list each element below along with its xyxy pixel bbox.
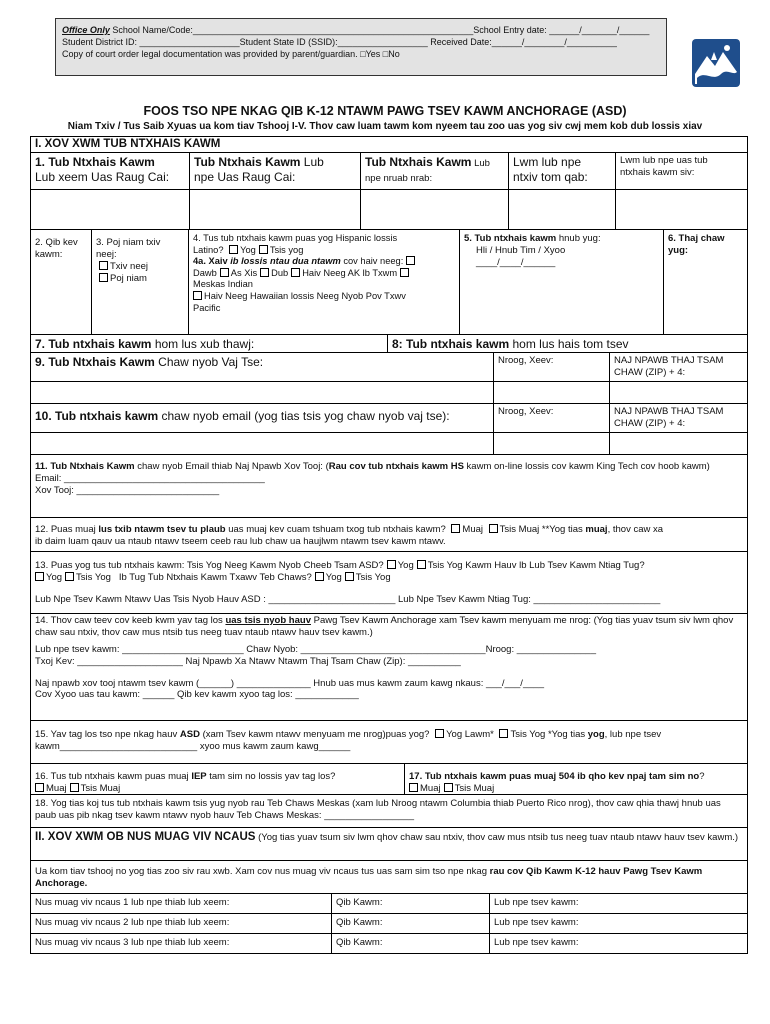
foreign-no-checkbox[interactable] bbox=[345, 572, 354, 581]
legal-last-name-field[interactable] bbox=[31, 190, 189, 229]
demographics-row bbox=[31, 229, 747, 334]
email-phone-row bbox=[31, 454, 747, 517]
foreign-yes-checkbox[interactable] bbox=[315, 572, 324, 581]
office-line-2: Student District ID: ____________________Student State ID (SSID):__________________ Received Date:______/________/__________ bbox=[62, 37, 617, 48]
sibling-name-field[interactable]: Nus muag viv ncaus 2 lub npe thiab lub xeem: bbox=[35, 917, 230, 928]
court-order-field: 12. Puas muaj lus txib ntawm tsev tu plaub uas muaj kev cuam tshuam txog tub ntxhais kawm? Muaj Tsis Muaj **Yog tias muaj, thov caw xa ib daim luam qauv ua ntaub ntawv tseem ceeb rau lub chaw ua haujlwm ntawm tsev kawm ntawv. bbox=[35, 524, 664, 547]
sibling-school-field[interactable]: Lub npe tsev kawm: bbox=[489, 934, 747, 953]
court-yes-checkbox[interactable] bbox=[451, 524, 460, 533]
enrollment-form bbox=[30, 136, 748, 954]
plan504-yes-checkbox[interactable] bbox=[409, 783, 418, 792]
grade-field[interactable]: 2. Qib kev kawm: bbox=[35, 237, 78, 260]
mailing-city-label: Nroog, Xeev: bbox=[493, 404, 609, 432]
office-line-1: Office Only School Name/Code:________________________________________________________School Entry date: ______/_______/______ bbox=[62, 25, 650, 35]
name-label-row bbox=[31, 152, 747, 189]
prior-asd-row bbox=[31, 720, 747, 763]
nonresident-row bbox=[31, 551, 747, 613]
sibling-row bbox=[31, 893, 747, 913]
district-logo-icon bbox=[691, 38, 741, 88]
sibling-grade-field[interactable]: Qib Kawm: bbox=[331, 934, 489, 953]
language-row bbox=[31, 334, 747, 352]
plan-504-field: 17. Tub ntxhais kawm puas muaj 504 ib qho kev npaj tam sim no? Muaj Tsis Muaj bbox=[404, 764, 747, 794]
us-entry-field[interactable]: 18. Yog tias koj tus tub ntxhais kawm tsis yug nyob rau Teb Chaws Meskas (xam lub Nroog ntawm Columbia thiab Puerto Rico nrog), thov caw qhia thawj hnub uas paub uas pib nkag tsev kawm ntawv nyob hauv Teb Chaws Meskas: _________________ bbox=[35, 798, 721, 821]
race-checkbox[interactable] bbox=[406, 256, 415, 265]
section-2-note: Ua kom tiav tshooj no yog tias zoo siv rau xwb. Xam cov nus muag viv ncaus tus uas sam sim tso npe nkag rau cov Qib Kawm K-12 hauv Pawg Tsev Kawm Anchorage. bbox=[31, 860, 747, 893]
legal-last-name-label: 1. Tub Ntxhais Kawm Lub xeem Uas Raug Cai: bbox=[35, 155, 170, 184]
private-no-checkbox[interactable] bbox=[65, 572, 74, 581]
section-2-header: II. XOV XWM OB NUS MUAG VIV NCAUS (Yog tias yuav tsum siv lwm qhov chaw sau ntxiv, thov caw mus ntsib tus neeg tuav ntaub ntawv hauv tsev kawm.) bbox=[31, 827, 747, 860]
middle-name-field[interactable] bbox=[360, 190, 508, 229]
sibling-name-field[interactable]: Nus muag viv ncaus 1 lub npe thiab lub xeem: bbox=[35, 897, 230, 908]
sibling-grade-field[interactable]: Qib Kawm: bbox=[331, 894, 489, 913]
nonresident-yes-checkbox[interactable] bbox=[387, 560, 396, 569]
page-subtitle: Niam Txiv / Tus Saib Xyuas ua kom tiav Tshooj I-V. Thov caw luam tawm kom nyeem tau zoo uas yog siv cwj mem kob dub lossis xiav bbox=[67, 121, 703, 132]
race-checkbox[interactable] bbox=[220, 268, 229, 277]
mailing-address-field[interactable] bbox=[31, 433, 493, 454]
race-checkbox[interactable] bbox=[400, 268, 409, 277]
race-checkbox[interactable] bbox=[193, 291, 202, 300]
race-checkbox[interactable] bbox=[291, 268, 300, 277]
gender-field: 3. Poj niam txiv neej: Txiv neej Poj niam bbox=[91, 230, 188, 334]
iep-no-checkbox[interactable] bbox=[70, 783, 79, 792]
name-input-row bbox=[31, 189, 747, 229]
mailing-city-field[interactable] bbox=[493, 433, 609, 454]
nonresident-no-checkbox[interactable] bbox=[417, 560, 426, 569]
mailing-zip-field[interactable] bbox=[609, 433, 747, 454]
court-order-row bbox=[31, 517, 747, 551]
suffix-field[interactable] bbox=[508, 190, 615, 229]
birthdate-field[interactable]: 5. Tub ntxhais kawm hnub yug: Hli / Hnub Tim / Xyoo ____/____/______ bbox=[459, 230, 663, 334]
office-only-label: Office Only bbox=[62, 25, 110, 35]
zip-label: NAJ NPAWB THAJ TSAM CHAW (ZIP) + 4: bbox=[609, 353, 747, 381]
sibling-grade-field[interactable]: Qib Kawm: bbox=[331, 914, 489, 933]
us-entry-row bbox=[31, 794, 747, 827]
middle-name-label: Tub Ntxhais Kawm Lub npe nruab nrab: bbox=[360, 153, 508, 189]
mailing-label-row bbox=[31, 403, 747, 432]
home-address-field[interactable] bbox=[31, 382, 493, 403]
race-checkbox[interactable] bbox=[260, 268, 269, 277]
hispanic-yes-checkbox[interactable] bbox=[229, 245, 238, 254]
office-use-box bbox=[55, 18, 667, 76]
court-no-checkbox[interactable] bbox=[489, 524, 498, 533]
section-1-header: I. XOV XWM TUB NTXHAIS KAWM bbox=[31, 137, 747, 152]
sibling-school-field[interactable]: Lub npe tsev kawm: bbox=[489, 914, 747, 933]
iep-yes-checkbox[interactable] bbox=[35, 783, 44, 792]
prior-asd-no-checkbox[interactable] bbox=[499, 729, 508, 738]
sibling-school-field[interactable]: Lub npe tsev kawm: bbox=[489, 894, 747, 913]
private-yes-checkbox[interactable] bbox=[35, 572, 44, 581]
prior-asd-field: 15. Yav tag los tso npe nkag hauv ASD (xam Tsev kawm ntawv menyuam me nrog)puas yog? Yog Lawm* Tsis Yog *Yog tias yog, lub npe tsev kawm__________________________ xyoo mus kawm zaum kawg______ bbox=[35, 729, 662, 752]
address-label-row bbox=[31, 352, 747, 381]
legal-first-name-label: Tub Ntxhais Kawm Lub npe Uas Raug Cai: bbox=[189, 153, 360, 189]
previous-school-row bbox=[31, 613, 747, 720]
alias-label: Lwm lub npe uas tub ntxhais kawm siv: bbox=[615, 153, 747, 189]
prior-asd-yes-checkbox[interactable] bbox=[435, 729, 444, 738]
iep-field: 16. Tus tub ntxhais kawm puas muaj IEP tam sim no lossis yav tag los? Muaj Tsis Muaj bbox=[35, 771, 336, 794]
zip-field[interactable] bbox=[609, 382, 747, 403]
mailing-zip-label: NAJ NPAWB THAJ TSAM CHAW (ZIP) + 4: bbox=[609, 404, 747, 432]
iep-504-row bbox=[31, 763, 747, 794]
nonresident-field: 13. Puas yog tus tub ntxhais kawm: Tsis Yog Neeg Kawm Nyob Cheeb Tsam ASD? Yog Tsis Yog Kawm Hauv lb Lub Tsev Kawm Ntiag Tug? Yog Tsis Yog Ib Tug Tub Ntxhais Kawm Txawv Teb Chaws? Yog Tsis Yog Lub Npe Tsev Kawm Ntawv Uas Tsis Nyob Hauv ASD : ________________________ Lub Npe Tsev Kawm Ntiag Tug: ________________________ bbox=[35, 560, 661, 605]
plan504-no-checkbox[interactable] bbox=[444, 783, 453, 792]
first-language-field[interactable]: 7. Tub ntxhais kawm hom lus xub thawj: bbox=[35, 337, 255, 351]
female-checkbox[interactable] bbox=[99, 273, 108, 282]
hispanic-no-checkbox[interactable] bbox=[259, 245, 268, 254]
sibling-row bbox=[31, 913, 747, 933]
office-line-3: Copy of court order legal documentation was provided by parent/guardian. □Yes □No bbox=[62, 49, 400, 60]
address-input-row bbox=[31, 381, 747, 403]
previous-school-field[interactable]: 14. Thov caw teev cov keeb kwm yav tag los uas tsis nyob hauv Pawg Tsev Kawm Anchorage xam Tsev kawm menyuam me nrog: (Yog tias yuav tsum siv lwm qhov chaw sau ntxiv, thov caw mus ntsib tus neeg tuav ntaub ntawv hauv tsev kawm.) Lub npe tsev kawm: _______________________ Chaw Nyob: ___________________________________Nroog: _______________ Txoj Kev: ____________________ Naj Npawb Xa Ntawv Ntawm Thaj Tsam Chaw (Zip): __________ Naj npawb xov tooj ntawm tsev kawm (______) ______________ Hnub uas mus kawm zaum kawg nkaus: ___/___/____ Cov Xyoo uas tau kawm: ______ Qib kev kawm xyoo tag los: ____________ bbox=[35, 615, 734, 701]
page-title: FOOS TSO NPE NKAG QIB K-12 NTAWM PAWG TSEV KAWM ANCHORAGE (ASD) bbox=[143, 104, 627, 118]
ethnicity-field: 4. Tus tub ntxhais kawm puas yog Hispanic lossis Latino? Yog Tsis yog 4a. Xaiv ib lossis ntau dua ntawm cov haiv neeg: Dawb As Xis Dub Haiv Neeg AK lb Txwm Meskas Indian Haiv Neeg Hawaiian lossis Neeg Nyob Pov Txwv Pacific bbox=[188, 230, 459, 334]
sibling-row bbox=[31, 933, 747, 953]
sibling-name-field[interactable]: Nus muag viv ncaus 3 lub npe thiab lub xeem: bbox=[35, 937, 230, 948]
mailing-address-label: 10. Tub ntxhais kawm chaw nyob email (yog tias tsis yog chaw nyob vaj tse): bbox=[35, 409, 450, 423]
email-phone-field[interactable]: 11. Tub Ntxhais Kawm chaw nyob Email thiab Naj Npawb Xov Tooj: (Rau cov tub ntxhais kawm HS kawm on-line lossis cov kawm King Tech cov hoob kawm) Email: ______________________________________ Xov Tooj: ___________________________ bbox=[35, 461, 710, 496]
mailing-input-row bbox=[31, 432, 747, 454]
home-address-label: 9. Tub Ntxhais Kawm Chaw nyob Vaj Tse: bbox=[35, 355, 264, 369]
home-language-field[interactable]: 8: Tub ntxhais kawm hom lus hais tom tsev bbox=[387, 335, 747, 352]
suffix-label: Lwm lub npe ntxiv tom qab: bbox=[508, 153, 615, 189]
birthplace-field[interactable]: 6. Thaj chaw yug: bbox=[663, 230, 747, 334]
city-state-label: Nroog, Xeev: bbox=[493, 353, 609, 381]
legal-first-name-field[interactable] bbox=[189, 190, 360, 229]
alias-field[interactable] bbox=[615, 190, 747, 229]
city-state-field[interactable] bbox=[493, 382, 609, 403]
male-checkbox[interactable] bbox=[99, 261, 108, 270]
